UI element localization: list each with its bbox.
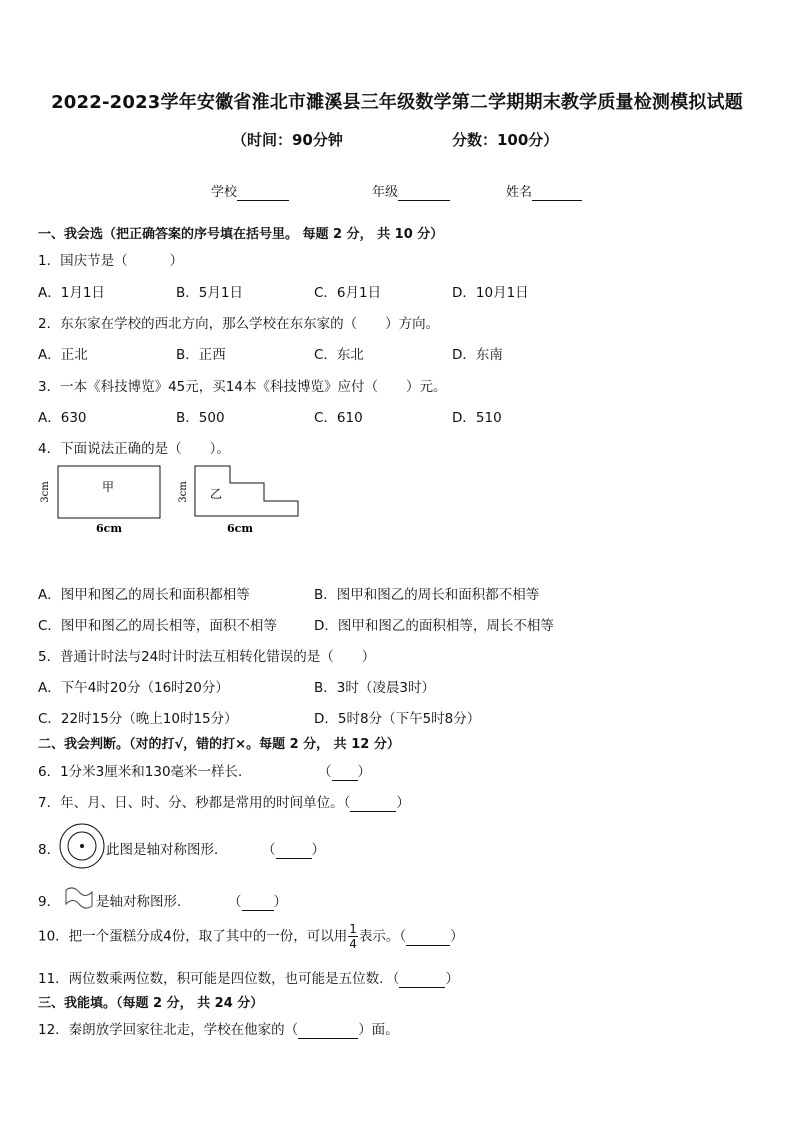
question-10 [38,923,464,950]
q5-option-d[interactable]: D．5时8分（下午5时8分） [314,711,481,727]
question-12 [38,1018,399,1039]
school-field[interactable] [211,181,289,201]
question-11 [38,967,459,988]
q6-paren-left: （ [318,764,332,780]
q2-option-c[interactable]: C．东北 [314,347,364,363]
q12-stem: 12．秦朗放学回家往北走，学校在他家的（ [38,1022,299,1038]
q2-option-b[interactable]: B．正西 [176,347,226,363]
center-dot [80,844,84,848]
q3-stem: 3．一本《科技博览》45元，买14本《科技博览》应付（ [38,379,378,395]
q4-option-b[interactable]: B．图甲和图乙的周长和面积都不相等 [314,587,540,603]
question-5 [38,645,375,665]
q8-number: 8． [38,842,61,858]
q6-answer-field[interactable] [318,760,371,781]
q7-answer-blank[interactable] [350,795,396,812]
q8-answer-blank[interactable] [276,842,312,859]
question-3 [38,375,446,395]
q1-stem: 1．国庆节是（ [38,253,128,269]
question-2 [38,312,439,332]
grade-field[interactable] [372,181,450,201]
page-title: 2022-2023学年安徽省淮北市濉溪县三年级数学第二学期期末教学质量检测模拟试题 [51,92,743,113]
figure-yi-label: 乙 [210,487,223,501]
q5-stem-end: ） [361,649,376,665]
q5-stem: 5．普通计时法与24时计时法互相转化错误的是（ [38,649,334,665]
q3-option-d[interactable]: D．510 [452,410,502,426]
q2-option-a[interactable]: A．正北 [38,347,88,363]
q12-stem-end: ）面。 [358,1022,399,1038]
name-label: 姓名 [506,185,533,200]
q1-option-d[interactable]: D．10月1日 [452,285,529,301]
q9-stem: 是轴对称图形． [96,894,191,910]
q10-stem: 10．把一个蛋糕分成4份，取了其中的一份，可以用 [38,928,348,945]
q11-paren-right: ） [445,971,459,987]
question-1 [38,249,183,269]
name-field[interactable] [506,181,582,201]
q9-number: 9． [38,894,61,910]
section-2-heading: 二、我会判断。（对的打√，错的打×。每题 2 分， 共 12 分） [38,737,400,752]
q8-answer-field[interactable] [262,838,325,859]
figure-yi-height: 3cm [178,481,189,503]
exam-score: 分数：100分） [452,131,559,149]
q1-option-c[interactable]: C．6月1日 [314,285,382,301]
q12-answer-blank[interactable] [298,1022,358,1039]
q4-option-c[interactable]: C．图甲和图乙的周长相等，面积不相等 [38,618,277,634]
q8-paren-left: （ [262,842,276,858]
q8-concentric-circles-figure [58,822,106,870]
q1-stem-end: ） [169,253,184,269]
q8-paren-right: ） [311,842,325,858]
q9-wave-shape-figure [64,886,94,910]
q7-paren-right: ） [396,795,410,811]
q1-option-b[interactable]: B．5月1日 [176,285,243,301]
q10-fraction [348,923,358,950]
q11-answer-blank[interactable] [399,971,445,988]
q3-stem-end: ）元。 [405,379,447,395]
q9-answer-blank[interactable] [242,894,274,911]
q9-paren-left: （ [228,894,242,910]
figure-yi-width: 6cm [227,522,253,535]
question-7 [38,791,410,812]
q9-paren-right: ） [273,894,287,910]
q1-option-a[interactable]: A．1月1日 [38,285,105,301]
grade-label: 年级 [372,185,399,200]
q2-stem: 2．东东家在学校的西北方向，那么学校在东东家的（ [38,316,358,332]
question-6 [38,760,252,780]
figure-jia-label: 甲 [102,480,115,494]
q6-answer-blank[interactable] [332,764,358,781]
section-1-heading: 一、我会选（把正确答案的序号填在括号里。 每题 2 分， 共 10 分） [38,227,444,242]
q4-stem-end: ）。 [209,441,230,457]
q7-stem: 7．年、月、日、时、分、秒都是常用的时间单位。（ [38,795,351,811]
q3-option-c[interactable]: C．610 [314,410,363,426]
q2-stem-end: ）方向。 [385,316,440,332]
q4-option-a[interactable]: A．图甲和图乙的周长和面积都相等 [38,587,250,603]
q5-option-c[interactable]: C．22时15分（晚上10时15分） [38,711,238,727]
q10-answer-blank[interactable] [406,929,450,946]
section-3-heading: 三、我能填。（每题 2 分， 共 24 分） [38,996,264,1011]
q2-option-d[interactable]: D．东南 [452,347,503,363]
q3-option-a[interactable]: A．630 [38,410,87,426]
figure-jia-width: 6cm [96,522,122,535]
grade-blank[interactable] [398,185,450,201]
question-4 [38,437,230,457]
q10-paren-right: ） [450,928,464,945]
q4-stem: 4．下面说法正确的是（ [38,441,182,457]
q11-stem: 11．两位数乘两位数，积可能是四位数，也可能是五位数．（ [38,971,400,987]
q6-paren-right: ） [357,764,371,780]
q4-option-d[interactable]: D．图甲和图乙的面积相等，周长不相等 [314,618,554,634]
q9-answer-field[interactable] [228,890,287,911]
q5-option-b[interactable]: B．3时（凌晨3时） [314,680,435,696]
q6-stem: 6．1分米3厘米和130毫米一样长． [38,764,252,780]
q3-option-b[interactable]: B．500 [176,410,225,426]
figure-jia-height: 3cm [40,481,51,503]
q8-stem: 此图是轴对称图形． [106,842,228,858]
name-blank[interactable] [532,185,582,201]
school-label: 学校 [211,185,238,200]
exam-time: （时间：90分钟 [232,131,343,149]
q10-stem-end: 表示。（ [358,928,407,945]
fraction-denominator: 4 [349,937,357,951]
school-blank[interactable] [237,185,289,201]
q5-option-a[interactable]: A．下午4时20分（16时20分） [38,680,229,696]
q4-figures [34,462,314,540]
fraction-numerator: 1 [349,922,357,936]
